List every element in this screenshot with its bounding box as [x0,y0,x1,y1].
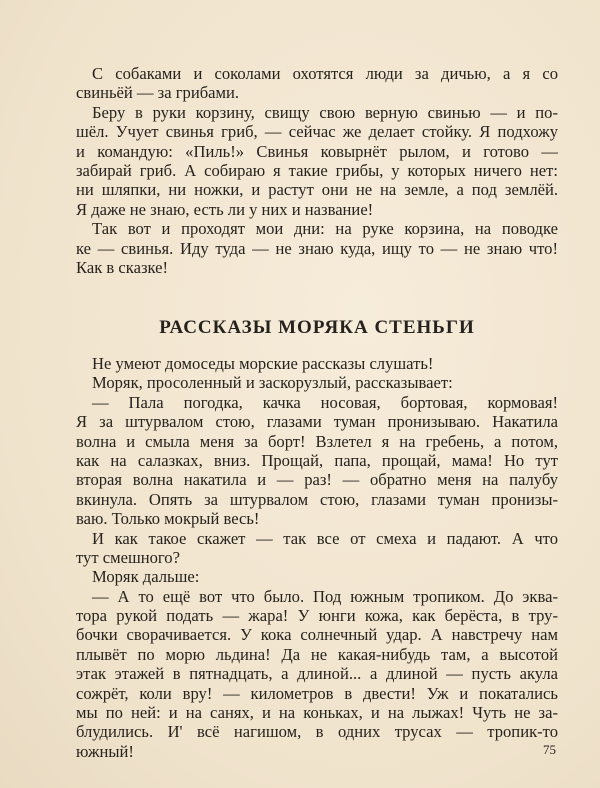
text-line: мы по ней: и на санях, и на коньках, и на лыжах! Чуть не за- [76,703,558,723]
text-line: бочки сворачивается. У кока солнечный удар. А навстречу нам [76,625,558,645]
first-section-text [76,64,558,277]
text-line: вкинула. Опять за штурвалом стою, глазами туман пронизы- [76,489,558,509]
text-line: вторая волна накатила и — раз! — обратно меня на палубу [76,470,558,490]
text-line: тора рукой подать — жара! У юнги кожа, как берёста, в тру- [76,606,558,626]
text-line: Я даже не знаю, есть ли у них и название! [76,199,374,219]
text-line: Я за штурвалом стою, глазами туман пронизываю. Накатила [76,412,558,432]
text-line: блудились. И' всё нагишом, в одних трусах — тропик-то [76,722,558,742]
text-line: С собаками и соколами охотятся люди за дичью, а я со [92,64,558,83]
text-line: Не умеют домоседы морские рассказы слушать! [92,354,434,373]
text-line: — А то ещё вот что было. Под южным тропиком. До эква- [92,586,558,606]
text-line: свиньёй — за грибами. [76,83,240,103]
text-line: Беру в руки корзину, свищу свою верную свинью — и по- [92,102,558,122]
text-line: южный! [76,741,134,761]
text-line: Моряк дальше: [92,567,200,587]
text-line: Так вот и проходят мои дни: на руке корзина, на поводке [92,219,558,239]
story-text [76,354,558,761]
text-line: и командую: «Пиль!» Свинья ковырнёт рылом, и готово — [76,141,558,161]
text-line: И как такое скажет — так все от смеха и падают. А что [92,528,558,548]
text-line: — Пала погодка, качка носовая, бортовая, кормовая! [92,392,558,412]
text-line: волна и смыла меня за борт! Взлетел я на гребень, а потом, [76,431,558,451]
story-title: РАССКАЗЫ МОРЯКА СТЕНЬГИ [159,317,475,338]
text-line: плывёт по морю льдина! Да не какая-нибудь там, а высотой [76,644,558,664]
text-line: ни шляпки, ни ножки, и растут они не на земле, а под землёй. [76,180,558,200]
text-line: тут смешного? [76,547,180,567]
text-line: ваю. Только мокрый весь! [76,509,260,529]
text-line: Как в сказке! [76,257,169,277]
text-line: сожрёт, коли вру! — километров в двести! Уж и покатались [76,683,558,703]
text-line: ке — свинья. Иду туда — не знаю куда, ищу то — не знаю что! [76,238,558,258]
text-line: Моряк, просоленный и заскорузлый, рассказывает: [92,373,453,393]
text-line: забирай гриб. А собираю я такие грибы, у которых ничего нет: [76,160,558,180]
text-line: шёл. Учует свинья гриб, — сейчас же делает стойку. Я подхожу [76,122,558,142]
page-number: 75 [543,742,556,757]
text-line: как на салазках, вниз. Прощай, папа, прощай, мама! Но тут [76,450,558,470]
text-line: этак этажей в пятнадцать, а длиной... а длиной — пусть акула [76,664,558,684]
